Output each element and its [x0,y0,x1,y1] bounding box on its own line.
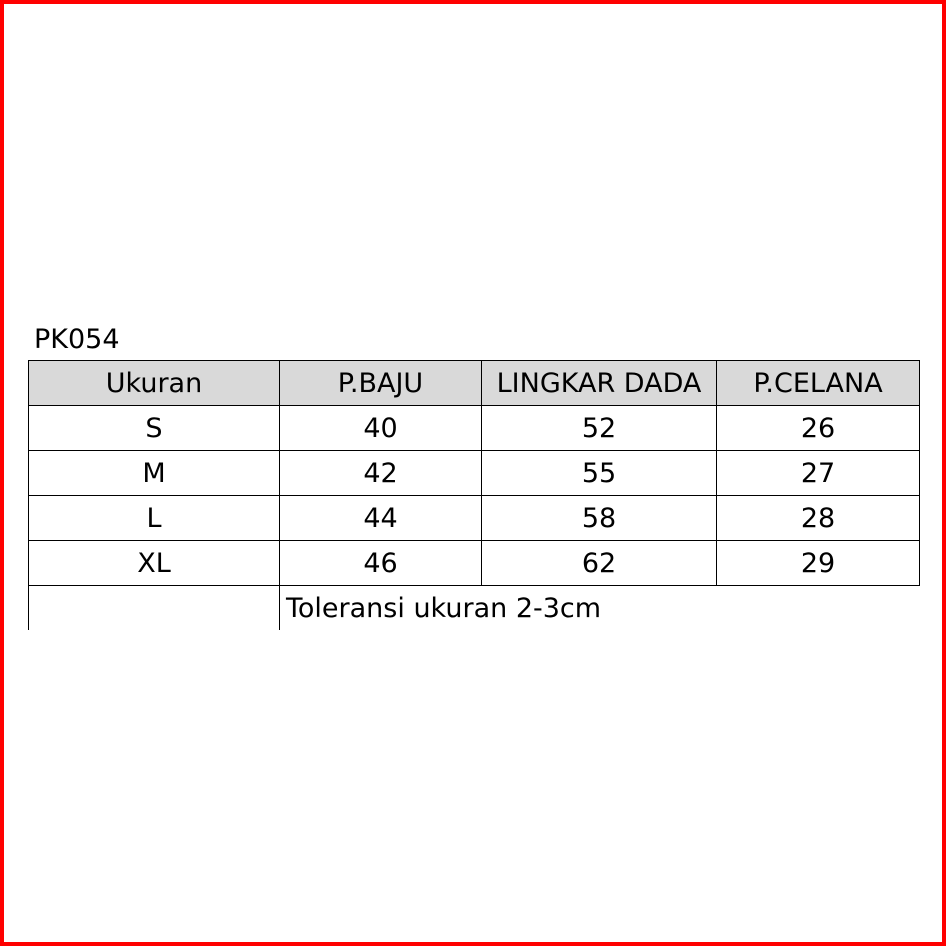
p-baju-cell: 44 [280,496,482,541]
tolerance-note: Toleransi ukuran 2-3cm [280,586,920,631]
p-baju-cell: 42 [280,451,482,496]
note-row [29,586,920,631]
header-lingkar-dada: LINGKAR DADA [482,361,717,406]
p-celana-cell: 28 [717,496,920,541]
table-row [29,541,920,586]
p-celana-cell: 26 [717,406,920,451]
lingkar-dada-cell: 58 [482,496,717,541]
product-code: PK054 [34,324,120,355]
table-row [29,451,920,496]
table-row [29,496,920,541]
header-p-celana: P.CELANA [717,361,920,406]
p-celana-cell: 27 [717,451,920,496]
p-celana-cell: 29 [717,541,920,586]
lingkar-dada-cell: 55 [482,451,717,496]
size-cell: S [29,406,280,451]
size-cell: XL [29,541,280,586]
table-row [29,406,920,451]
lingkar-dada-cell: 52 [482,406,717,451]
p-baju-cell: 40 [280,406,482,451]
size-table [28,360,920,630]
note-spacer-cell [29,586,280,631]
size-cell: L [29,496,280,541]
table-header-row [29,361,920,406]
p-baju-cell: 46 [280,541,482,586]
header-p-baju: P.BAJU [280,361,482,406]
lingkar-dada-cell: 62 [482,541,717,586]
header-ukuran: Ukuran [29,361,280,406]
size-cell: M [29,451,280,496]
